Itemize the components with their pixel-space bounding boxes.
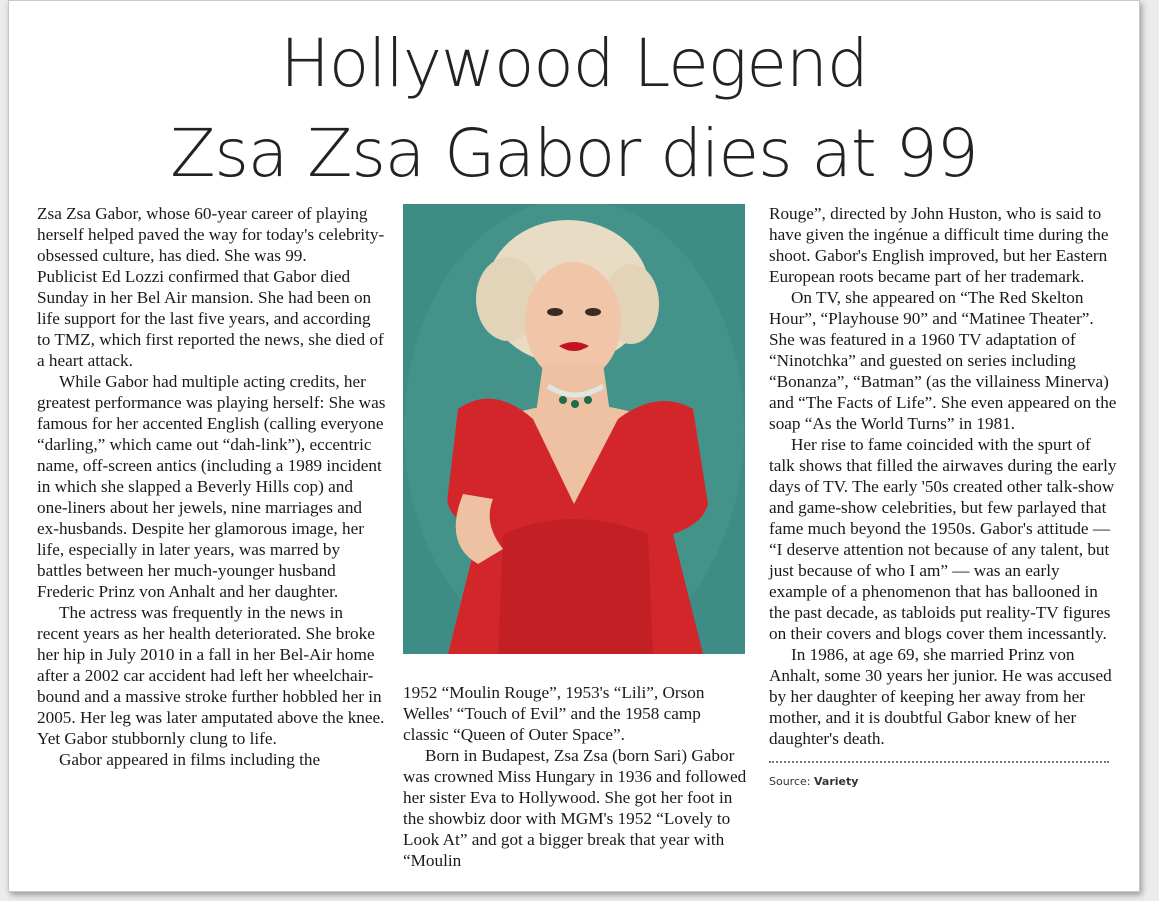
paragraph: Zsa Zsa Gabor, whose 60-year career of playing herself helped paved the way for today's celebrity-obsessed culture, has died. She was 99. xyxy=(37,204,385,265)
paragraph: Rouge”, directed by John Huston, who is said to have given the ingénue a difficult time during the shoot. Gabor's English improved, but her Eastern European roots became part of her trademark. xyxy=(769,204,1109,286)
paragraph: Born in Budapest, Zsa Zsa (born Sari) Gabor was crowned Miss Hungary in 1936 and followed her sister Eva to Hollywood. She got her foot in the showbiz door with MGM's 1952 “Lovely to Look At” and got a bigger break that year with “Moulin xyxy=(403,746,747,870)
paragraph: Gabor appeared in films including the xyxy=(59,750,321,769)
headline-line-1: Hollywood Legend xyxy=(280,25,868,102)
source-name: Variety xyxy=(814,775,859,788)
article-column-2 xyxy=(403,204,749,871)
paragraph: In 1986, at age 69, she married Prinz von Anhalt, some 30 years her junior. He was accused by her daughter of keeping her away from her mother, and it is doubtful Gabor knew of her daughter's death. xyxy=(769,645,1112,748)
paragraph: Publicist Ed Lozzi confirmed that Gabor died Sunday in her Bel Air mansion. She had been on life support for the last five years, and according to TMZ, which first reported the news, she died of a heart attack. xyxy=(37,267,384,370)
newspaper-page xyxy=(8,0,1140,892)
source-label: Source: xyxy=(769,775,811,788)
article-column-1 xyxy=(37,203,387,770)
portrait-illustration xyxy=(403,204,745,654)
divider xyxy=(769,761,1109,763)
headline-line-2: Zsa Zsa Gabor dies at 99 xyxy=(170,115,978,192)
paragraph: On TV, she appeared on “The Red Skelton Hour”, “Playhouse 90” and “Matinee Theater”. She was featured in a 1960 TV adaptation of “Ninotchka” and guested on series including “Bonanza”, “Batman” (as the villainess Minerva) and “The Facts of Life”. She even appeared on the soap “As the World Turns” in 1981. xyxy=(769,288,1117,433)
paragraph: While Gabor had multiple acting credits, her greatest performance was playing herself: She was famous for her accented English (calling everyone “darling,” which came out “dah-link”), eccentric name, off-screen antics (including a 1989 incident in which she slapped a Beverly Hills cop) and one-liners about her jewels, nine marriages and ex-husbands. Despite her glamorous image, her life, especially in later years, was marred by battles between her much-younger husband Frederic Prinz von Anhalt and her daughter. xyxy=(37,372,386,601)
source-credit xyxy=(769,771,1119,792)
paragraph: Her rise to fame coincided with the spurt of talk shows that filled the airwaves during the early days of TV. The early '50s created other talk-show and game-show celebrities, but few parlayed that fame much beyond the 1950s. Gabor's attitude — “I deserve attention not because of any talent, but just because of who I am” — was an early example of a phenomenon that has ballooned in the past decade, as tabloids put reality-TV figures on their covers and blogs cover them incessantly. xyxy=(769,435,1117,643)
paragraph: 1952 “Moulin Rouge”, 1953's “Lili”, Orson Welles' “Touch of Evil” and the 1958 camp classic “Queen of Outer Space”. xyxy=(403,683,705,744)
paragraph: The actress was frequently in the news in recent years as her health deteriorated. She broke her hip in July 2010 in a fall in her Bel-Air home after a 2002 car accident had left her wheelchair-bound and a massive stroke further hobbled her in 2005. Her leg was later amputated above the knee. Yet Gabor stubbornly clung to life. xyxy=(37,603,385,748)
portrait-photo xyxy=(403,204,745,654)
headline xyxy=(9,19,1139,199)
article-column-3 xyxy=(769,203,1119,792)
